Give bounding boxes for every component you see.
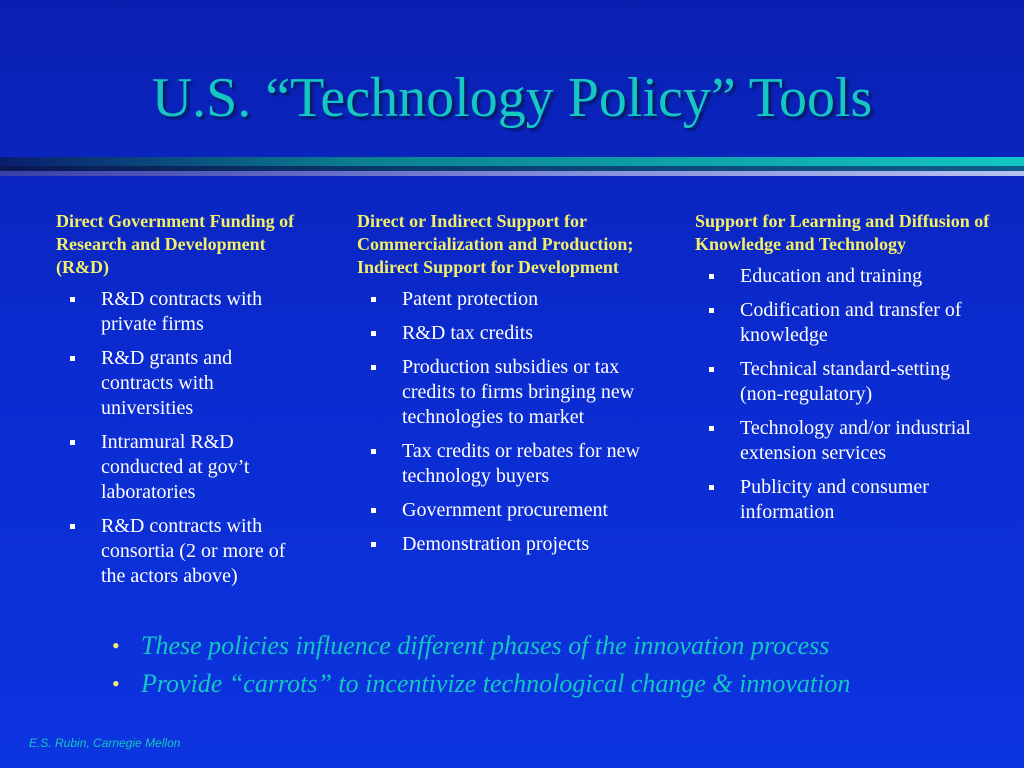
list-item-text: Technical standard-setting (non-regulatory) <box>740 358 951 405</box>
square-bullet-icon <box>371 449 376 454</box>
column-direct-funding <box>56 210 296 598</box>
list-item-text: Intramural R&D conducted at gov’t laboratories <box>101 431 250 503</box>
square-bullet-icon <box>371 297 376 302</box>
square-bullet-icon <box>70 356 75 361</box>
list-item-text: Technology and/or industrial extension services <box>740 417 971 464</box>
list-item <box>357 287 657 312</box>
list-item-text: R&D grants and contracts with universities <box>101 347 233 419</box>
list-item <box>695 416 995 466</box>
summary-bullet-text: Provide “carrots” to incentivize technological change & innovation <box>141 669 851 698</box>
bullet-dot-icon: • <box>112 633 120 658</box>
square-bullet-icon <box>709 274 714 279</box>
list-item <box>357 439 657 489</box>
list-item <box>56 346 296 421</box>
column-item-list <box>695 264 995 525</box>
column-commercialization-support <box>357 210 657 566</box>
list-item-text: Government procurement <box>402 499 609 521</box>
square-bullet-icon <box>709 308 714 313</box>
square-bullet-icon <box>70 440 75 445</box>
slide-title: U.S. “Technology Policy” Tools <box>151 67 873 129</box>
list-item-text: Education and training <box>740 265 923 287</box>
summary-bullet <box>112 666 992 704</box>
list-item-text: Codification and transfer of knowledge <box>740 299 962 346</box>
list-item-text: Patent protection <box>402 288 539 310</box>
list-item <box>357 498 657 523</box>
divider-band-top <box>0 157 1024 166</box>
column-heading: Direct or Indirect Support for Commercialization and Production; Indirect Support for Development <box>357 211 634 277</box>
square-bullet-icon <box>70 297 75 302</box>
list-item <box>56 430 296 505</box>
list-item <box>695 264 995 289</box>
title-divider <box>0 157 1024 179</box>
summary-bullets <box>112 628 992 704</box>
column-learning-diffusion <box>695 210 995 534</box>
square-bullet-icon <box>371 331 376 336</box>
list-item-text: Demonstration projects <box>402 533 590 555</box>
footer-credit: E.S. Rubin, Carnegie Mellon <box>29 736 181 750</box>
list-item <box>695 357 995 407</box>
square-bullet-icon <box>709 485 714 490</box>
list-item-text: Tax credits or rebates for new technology buyers <box>402 440 640 487</box>
column-heading: Support for Learning and Diffusion of Knowledge and Technology <box>695 211 990 254</box>
bullet-dot-icon: • <box>112 671 120 696</box>
list-item <box>56 287 296 337</box>
square-bullet-icon <box>70 524 75 529</box>
list-item <box>357 321 657 346</box>
square-bullet-icon <box>371 365 376 370</box>
divider-band-bottom <box>0 171 1024 176</box>
list-item <box>695 475 995 525</box>
list-item-text: Production subsidies or tax credits to firms bringing new technologies to market <box>402 356 635 428</box>
list-item <box>357 355 657 430</box>
summary-bullet <box>112 628 992 666</box>
column-item-list <box>56 287 296 589</box>
column-item-list <box>357 287 657 557</box>
square-bullet-icon <box>709 426 714 431</box>
list-item <box>695 298 995 348</box>
list-item <box>357 532 657 557</box>
list-item-text: R&D contracts with private firms <box>101 288 263 335</box>
square-bullet-icon <box>709 367 714 372</box>
column-heading: Direct Government Funding of Research and Development (R&D) <box>56 211 295 277</box>
list-item <box>56 514 296 589</box>
summary-bullet-text: These policies influence different phases of the innovation process <box>141 631 830 660</box>
square-bullet-icon <box>371 542 376 547</box>
list-item-text: Publicity and consumer information <box>740 476 929 523</box>
list-item-text: R&D contracts with consortia (2 or more of the actors above) <box>101 515 286 587</box>
list-item-text: R&D tax credits <box>402 322 534 344</box>
square-bullet-icon <box>371 508 376 513</box>
